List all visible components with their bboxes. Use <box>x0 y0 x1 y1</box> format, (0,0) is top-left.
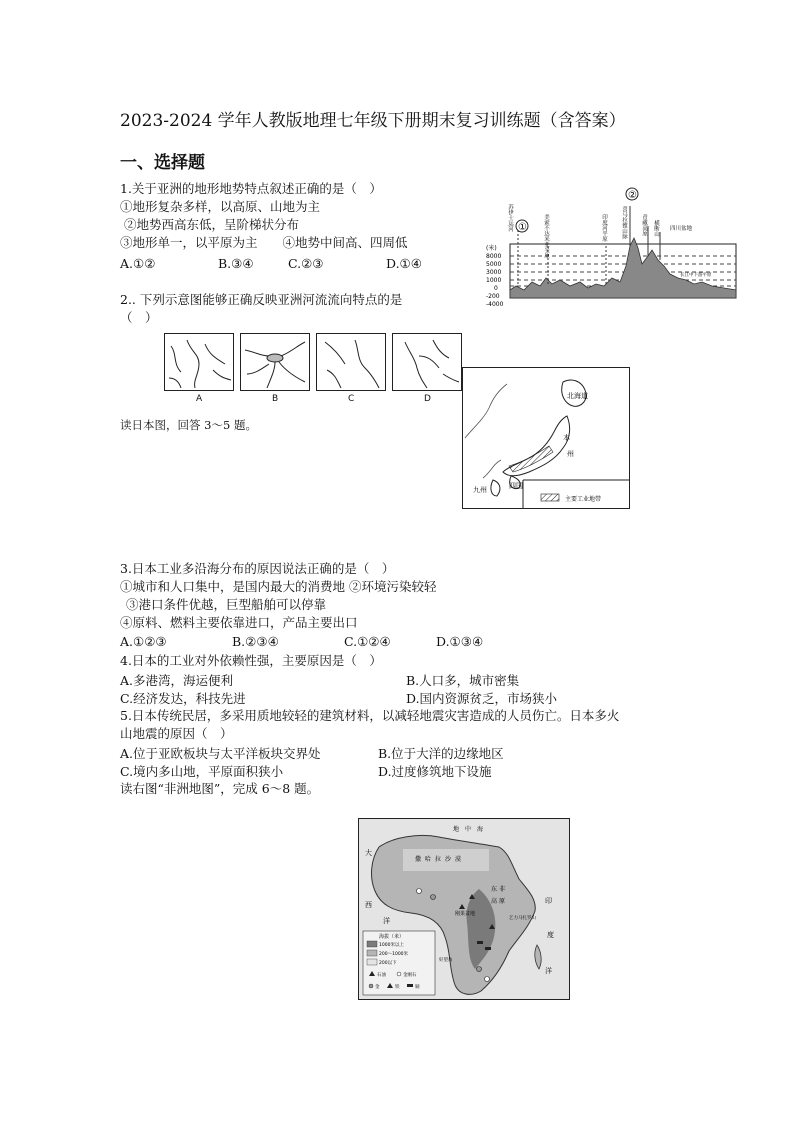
q3-option-b[interactable]: B.②③④ <box>232 634 279 649</box>
africa-intro: 读右图“非洲地图”，完成 6～8 题。 <box>120 781 320 796</box>
panel-label-c: C <box>348 394 355 404</box>
africa-label: 东 <box>491 886 498 893</box>
africa-label: 地 <box>453 826 460 833</box>
profile-unit: (米) <box>486 245 497 252</box>
q5-option-b[interactable]: B.位于大洋的边缘地区 <box>378 746 504 761</box>
profile-label: 美索不达米亚平原 <box>543 214 549 258</box>
q1-option-a[interactable]: A.①② <box>120 256 156 271</box>
document-title: 2023-2024 学年人教版地理七年级下册期末复习训练题（含答案） <box>120 111 626 131</box>
japan-intro: 读日本图，回答 3～5 题。 <box>120 418 257 432</box>
africa-legend-title: 海拔（米） <box>379 934 405 940</box>
q5-option-a[interactable]: A.位于亚欧板块与太平洋板块交界处 <box>120 746 321 761</box>
section-heading: 一、选择题 <box>120 153 205 173</box>
question-1 <box>120 180 408 252</box>
profile-label: 横断山 <box>653 220 659 237</box>
question-2-stem: 2.. 下列示意图能够正确反映亚洲河流流向特点的是 <box>120 292 403 307</box>
profile-tick: -200 <box>486 293 500 300</box>
river-panel-d[interactable] <box>392 333 462 391</box>
africa-label: 海 <box>477 826 484 833</box>
profile-tick: -4000 <box>486 301 504 308</box>
africa-label: 大 <box>365 849 372 857</box>
q5-option-c[interactable]: C.境内多山地，平原面积狭小 <box>120 764 284 779</box>
question-3-item: ③港口条件优越，巨型船舶可以停靠 <box>126 597 327 612</box>
profile-label: 印度河平原 <box>601 214 607 242</box>
africa-legend-item: 200以下 <box>379 961 397 966</box>
q4-option-a[interactable]: A.多港湾，海运便利 <box>120 673 234 688</box>
q3-option-c[interactable]: C.①②④ <box>344 634 391 649</box>
africa-label: 乞力马扎罗山 <box>509 916 536 921</box>
river-panel-b[interactable] <box>240 333 310 391</box>
africa-legend-item: 200～1000米 <box>379 952 409 957</box>
africa-label: 拉 <box>435 856 442 863</box>
japan-label: 州 <box>567 450 574 458</box>
profile-label: 苏伊士运河 <box>507 204 513 232</box>
africa-symbol: 金 <box>375 985 380 990</box>
q4-option-c[interactable]: C.经济发达，科技先进 <box>120 691 246 706</box>
q3-option-d[interactable]: D.①③④ <box>436 634 484 649</box>
profile-label: 青藏高原 <box>641 214 647 236</box>
question-1-stem: 1.关于亚洲的地形地势特点叙述正确的是（ ） <box>120 181 382 196</box>
africa-label: 印 <box>545 897 552 905</box>
q4-option-d[interactable]: D.国内资源贫乏，市场狭小 <box>406 691 558 706</box>
profile-label: 长江中下游平原 <box>680 273 712 278</box>
question-3-item: ①城市和人口集中，是国内最大的消费地 ②环境污染较轻 <box>120 579 437 594</box>
question-1-item: ①地形复杂多样，以高原、山地为主 <box>120 199 321 214</box>
q1-option-c[interactable]: C.②③ <box>288 256 324 271</box>
question-2-stem-bracket: （ ） <box>120 310 158 325</box>
africa-symbol: 铜 <box>415 985 420 990</box>
profile-marker: ① <box>518 222 527 233</box>
profile-tick: 1000 <box>486 277 502 284</box>
africa-label: 撒 <box>415 856 422 863</box>
africa-label: 漠 <box>455 856 462 863</box>
question-1-item: ③地形单一，以平原为主 ④地势中间高、四周低 <box>120 235 408 250</box>
africa-label: 原 <box>499 898 506 905</box>
river-panel-c[interactable] <box>316 333 386 391</box>
question-3-stem: 3.日本工业多沿海分布的原因说法正确的是（ ） <box>120 561 395 576</box>
africa-label: 洋 <box>545 967 552 975</box>
q4-option-b[interactable]: B.人口多，城市密集 <box>406 673 520 688</box>
q1-option-d[interactable]: D.①④ <box>386 256 422 271</box>
q5-option-d[interactable]: D.过度修筑地下设施 <box>378 764 492 779</box>
africa-legend-item: 1000米以上 <box>379 943 404 948</box>
africa-label: 好望角 <box>439 958 453 963</box>
africa-label: 度 <box>547 931 554 939</box>
africa-symbol: 铁 <box>395 985 400 990</box>
q3-option-a[interactable]: A.①②③ <box>120 634 167 649</box>
profile-tick: 5000 <box>486 261 502 268</box>
panel-label-b: B <box>272 394 279 404</box>
africa-label: 沙 <box>445 856 452 863</box>
profile-tick: 3000 <box>486 269 502 276</box>
question-3-item: ④原料、燃料主要依靠进口，产品主要出口 <box>120 615 358 630</box>
japan-map <box>462 367 630 509</box>
japan-label: 九州 <box>473 486 487 494</box>
profile-marker: ② <box>628 190 637 201</box>
africa-map <box>358 818 570 1000</box>
africa-label: 刚果盆地 <box>455 911 476 917</box>
africa-label: 洋 <box>383 917 390 925</box>
river-panel-a[interactable] <box>164 333 234 391</box>
question-1-item: ②地势西高东低，呈阶梯状分布 <box>124 217 300 232</box>
africa-label: 非 <box>499 886 506 893</box>
panel-label-a: A <box>196 394 203 404</box>
africa-label: 西 <box>365 901 372 909</box>
japan-label: 本 <box>563 434 570 442</box>
africa-symbol: 金刚石 <box>403 973 417 978</box>
japan-legend: 主要工业地带 <box>565 496 602 503</box>
panel-label-d: D <box>424 394 431 404</box>
question-5-stem-cont: 山地震的原因（ ） <box>120 726 233 741</box>
asia-terrain-profile <box>480 186 740 312</box>
question-4-stem: 4.日本的工业对外依赖性强，主要原因是（ ） <box>120 653 382 668</box>
profile-tick: 0 <box>494 285 498 292</box>
africa-label: 高 <box>491 898 498 905</box>
africa-label: 哈 <box>425 856 432 863</box>
africa-label: 中 <box>465 826 472 833</box>
question-3 <box>120 560 436 632</box>
africa-symbol: 石油 <box>377 973 386 978</box>
question-5-stem: 5.日本传统民居，多采用质地较轻的建筑材料，以减轻地震灾害造成的人员伤亡。日本多火 <box>120 708 620 723</box>
profile-label: 四川盆地 <box>670 226 693 232</box>
profile-label: 喜马拉雅山脉 <box>621 206 627 239</box>
profile-tick: 8000 <box>486 253 502 260</box>
japan-label: 北海道 <box>567 392 588 400</box>
q1-option-b[interactable]: B.③④ <box>218 256 254 271</box>
japan-label: 四国 <box>509 482 523 490</box>
